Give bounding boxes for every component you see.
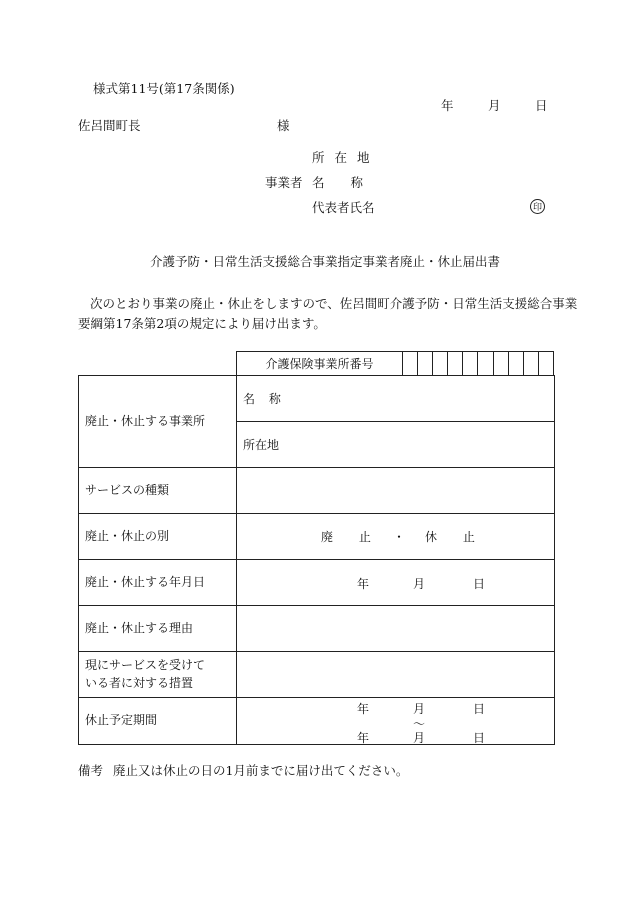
- honorific: 様: [277, 118, 290, 133]
- category-label: 廃止・休止の別: [79, 514, 237, 560]
- period-start-day: 日: [473, 701, 486, 716]
- period-tilde: 〜: [413, 716, 426, 731]
- office-number-digit[interactable]: [494, 352, 509, 375]
- field-month: 月: [413, 576, 426, 591]
- reason-label: 廃止・休止する理由: [79, 606, 237, 652]
- date-month: 月: [488, 98, 501, 113]
- service-type-field[interactable]: [237, 468, 555, 514]
- period-end-month: 月: [413, 730, 426, 745]
- remarks-note: 備考 廃止又は休止の日の1月前までに届け出てください。: [78, 763, 409, 778]
- category-field[interactable]: [237, 514, 555, 560]
- option-separator: ・: [393, 529, 406, 544]
- date-field[interactable]: [237, 560, 555, 606]
- service-type-label: サービスの種類: [79, 468, 237, 514]
- reason-field[interactable]: [237, 606, 555, 652]
- measures-label: [79, 652, 237, 698]
- measures-label-line-1: 現にサービスを受けて: [85, 658, 206, 673]
- addressee: 佐呂間町長: [78, 118, 141, 133]
- office-number-digit[interactable]: [463, 352, 478, 375]
- notification-table: [78, 375, 555, 745]
- applicant-name-label: 名 称: [312, 175, 363, 190]
- office-number-row: [236, 351, 554, 375]
- seal-mark: 印: [530, 199, 545, 214]
- period-end-day: 日: [473, 730, 486, 745]
- date-year: 年: [441, 98, 454, 113]
- field-day: 日: [473, 576, 486, 591]
- measures-field[interactable]: [237, 652, 555, 698]
- document-title: 介護予防・日常生活支援総合事業指定事業者廃止・休止届出書: [150, 254, 501, 269]
- measures-label-line-2: いる者に対する措置: [85, 675, 194, 690]
- date-day: 日: [535, 98, 548, 113]
- period-end-year: 年: [357, 730, 370, 745]
- office-number-digit[interactable]: [418, 352, 433, 375]
- office-number-digit[interactable]: [524, 352, 539, 375]
- body-line-2: 要綱第17条第2項の規定により届け出ます。: [78, 316, 326, 331]
- form-number: 様式第11号(第17条関係): [93, 81, 235, 96]
- period-start-month: 月: [413, 701, 426, 716]
- applicant-business-label: 事業者: [265, 175, 303, 190]
- period-label: 休止予定期間: [79, 698, 237, 745]
- field-year: 年: [357, 576, 370, 591]
- applicant-representative-label: 代表者氏名: [312, 200, 375, 215]
- office-number-digit[interactable]: [448, 352, 463, 375]
- office-number-digit[interactable]: [433, 352, 448, 375]
- office-address-field[interactable]: 所在地: [237, 422, 555, 468]
- applicant-address-label: 所 在 地: [312, 150, 370, 165]
- office-number-label: 介護保険事業所番号: [237, 352, 403, 375]
- option-abolish[interactable]: 廃 止: [321, 529, 371, 544]
- option-suspend[interactable]: 休 止: [425, 529, 475, 544]
- body-line-1: 次のとおり事業の廃止・休止をしますので、佐呂間町介護予防・日常生活支援総合事業: [90, 296, 578, 311]
- office-name-field[interactable]: 名 称: [237, 376, 555, 422]
- period-field[interactable]: [237, 698, 555, 745]
- period-start-year: 年: [357, 701, 370, 716]
- office-number-digit[interactable]: [509, 352, 524, 375]
- office-label: 廃止・休止する事業所: [79, 376, 237, 468]
- date-label: 廃止・休止する年月日: [79, 560, 237, 606]
- office-number-digit[interactable]: [539, 352, 553, 375]
- office-number-digit[interactable]: [403, 352, 418, 375]
- office-number-digit[interactable]: [478, 352, 493, 375]
